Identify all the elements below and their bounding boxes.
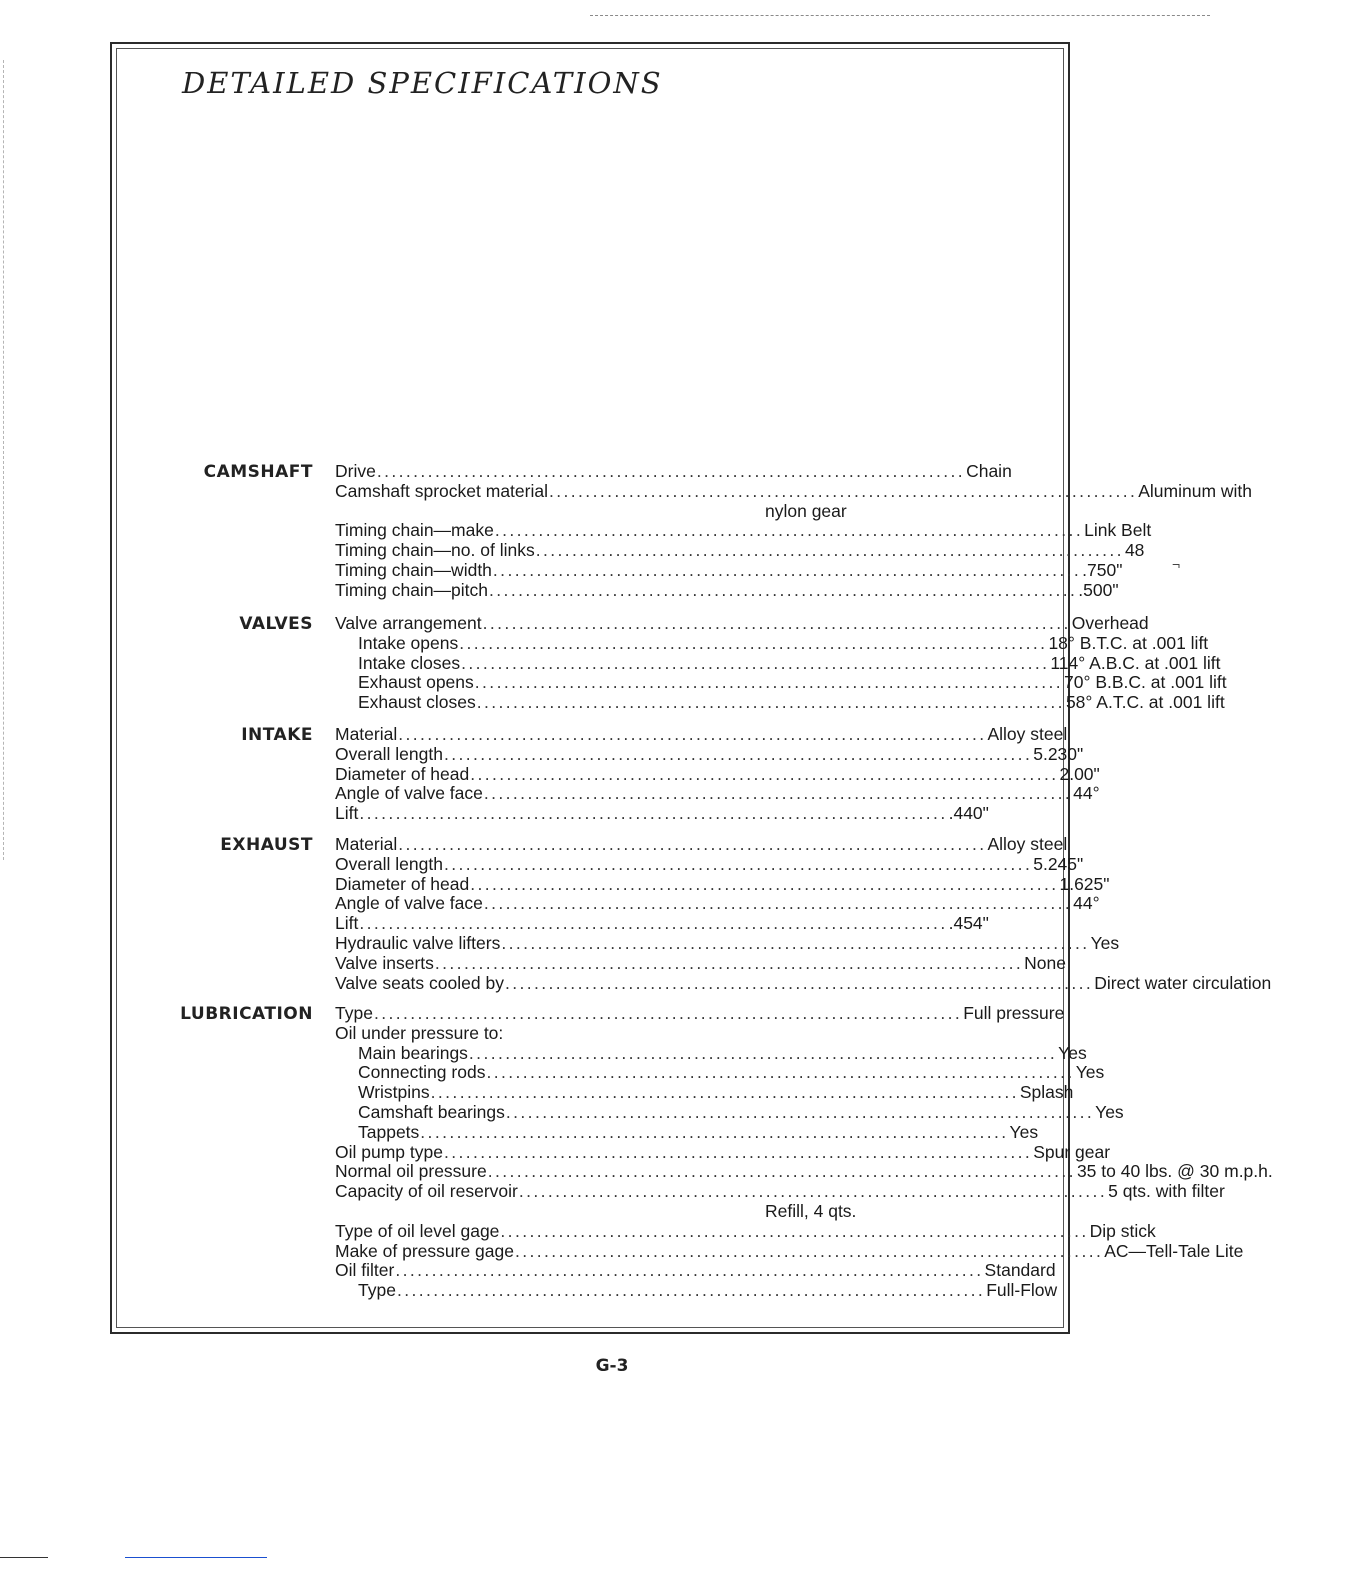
- dot-leader: .................................................................................: [461, 652, 1050, 673]
- spec-row: [335, 1003, 1065, 1024]
- spec-value: 48: [1124, 540, 1145, 561]
- dot-leader: .................................................................................: [396, 1280, 986, 1301]
- spec-value: Yes: [1058, 1042, 1087, 1063]
- dot-leader: .................................................................................: [359, 913, 948, 934]
- spec-value: .454": [948, 913, 989, 934]
- spec-row: [335, 1260, 1056, 1281]
- dot-leader: .................................................................................: [398, 834, 987, 854]
- spec-label: Camshaft bearings: [358, 1101, 505, 1122]
- spec-label: Hydraulic valve lifters: [335, 932, 501, 953]
- spec-row: [335, 1181, 1225, 1202]
- dot-leader: .................................................................................: [470, 763, 1059, 784]
- spec-row: [335, 834, 1068, 855]
- spec-label: Oil under pressure to:: [335, 1022, 504, 1043]
- dot-leader: .................................................................................: [515, 1240, 1104, 1261]
- spec-list: [335, 724, 1100, 824]
- spec-row: [335, 914, 995, 934]
- spec-row: [335, 1121, 1039, 1143]
- dot-leader: .................................................................................: [487, 1161, 1076, 1182]
- spec-list: [335, 1003, 1273, 1301]
- dot-leader: .................................................................................: [443, 743, 1033, 764]
- dot-leader: .................................................................................: [504, 972, 1094, 993]
- spec-label: Diameter of head: [335, 873, 470, 894]
- spec-row: [335, 652, 1221, 674]
- spec-row: [335, 853, 1084, 875]
- spec-label: Make of pressure gage: [335, 1240, 514, 1261]
- spec-value: 2.00": [1059, 763, 1100, 784]
- spec-value: Yes: [1095, 1101, 1124, 1122]
- spec-value: Full pressure: [963, 1003, 1065, 1023]
- spec-value: Dip stick: [1089, 1220, 1156, 1241]
- spec-label: Drive: [335, 461, 376, 481]
- spec-label: Overall length: [335, 743, 443, 764]
- spec-row: [335, 579, 1119, 601]
- spec-row: [335, 540, 1145, 561]
- spec-row: [335, 763, 1100, 785]
- spec-value: 5.245": [1033, 853, 1084, 874]
- dot-leader: .................................................................................: [505, 1101, 1095, 1122]
- spec-row: [335, 1220, 1156, 1242]
- dot-leader: .................................................................................: [420, 1121, 1009, 1142]
- dot-leader: .................................................................................: [486, 1062, 1075, 1083]
- spec-value: Refill, 4 qts.: [765, 1200, 857, 1221]
- spec-value: 58° A.T.C. at .001 lift: [1065, 692, 1225, 713]
- spec-value: 1.625": [1059, 873, 1110, 894]
- dot-leader: .................................................................................: [398, 724, 987, 744]
- spec-value: Yes: [1009, 1121, 1039, 1142]
- spec-label: Diameter of head: [335, 763, 470, 784]
- spec-label: Type of oil level gage: [335, 1220, 500, 1241]
- spec-row: [335, 1082, 1074, 1103]
- spec-row-continuation: [335, 502, 995, 522]
- footer-link-underline: [125, 1557, 267, 1558]
- spec-label: Angle of valve face: [335, 893, 483, 914]
- spec-value: 114° A.B.C. at .001 lift: [1050, 652, 1221, 673]
- spec-row: [335, 783, 1100, 804]
- spec-label: Timing chain—pitch: [335, 579, 489, 600]
- dot-leader: .................................................................................: [483, 893, 1073, 914]
- spec-value: Chain: [966, 461, 1012, 481]
- spec-label: Intake closes: [358, 652, 461, 673]
- spec-label: Timing chain—make: [335, 520, 494, 541]
- spec-label: Exhaust closes: [358, 692, 476, 713]
- section-camshaft: [150, 461, 1253, 601]
- spec-label: Tappets: [358, 1121, 420, 1142]
- spec-list: [335, 834, 1272, 993]
- spec-row: [335, 743, 1084, 765]
- spec-value: 44°: [1073, 893, 1100, 914]
- spec-row: [335, 672, 1227, 693]
- spec-row: [335, 932, 1120, 954]
- dot-leader: .................................................................................: [494, 520, 1084, 541]
- page-title: DETAILED SPECIFICATIONS: [182, 66, 663, 100]
- spec-value: Yes: [1075, 1062, 1105, 1083]
- spec-row: [335, 1161, 1273, 1182]
- spec-value: Aluminum with: [1138, 480, 1253, 501]
- spec-value: Standard: [984, 1260, 1056, 1281]
- dot-leader: .................................................................................: [483, 783, 1073, 804]
- dot-leader: .................................................................................: [443, 853, 1033, 874]
- spec-value: .440": [948, 803, 989, 824]
- spec-value: nylon gear: [765, 500, 847, 521]
- spec-row: [335, 1062, 1105, 1083]
- spec-list: [335, 461, 1253, 601]
- dot-leader: .................................................................................: [373, 1003, 963, 1023]
- spec-value: None: [1024, 952, 1066, 973]
- section-heading: VALVES: [239, 614, 313, 634]
- spec-row: [335, 804, 995, 824]
- spec-value: .750": [1082, 559, 1123, 580]
- section-heading: LUBRICATION: [180, 1004, 313, 1024]
- spec-label: Overall length: [335, 853, 443, 874]
- spec-label: Main bearings: [358, 1042, 468, 1063]
- spec-label: Timing chain—no. of links: [335, 540, 535, 561]
- spec-row: [335, 520, 1152, 541]
- spec-label: Timing chain—width: [335, 559, 492, 580]
- spec-value: Full-Flow: [986, 1280, 1058, 1301]
- spec-label: Type: [358, 1280, 396, 1301]
- dot-leader: .................................................................................: [434, 952, 1024, 973]
- spec-label: Exhaust opens: [358, 672, 474, 693]
- footer-rule: [0, 1557, 48, 1558]
- spec-value: 35 to 40 lbs. @ 30 m.p.h.: [1076, 1161, 1273, 1182]
- spec-row: [335, 632, 1209, 654]
- spec-row: [335, 952, 1066, 974]
- spec-value: Spur gear: [1033, 1141, 1111, 1162]
- dot-leader: .................................................................................: [474, 672, 1064, 693]
- spec-row: [335, 461, 1012, 482]
- section-exhaust: [150, 834, 1272, 993]
- spec-label: Lift: [335, 803, 359, 824]
- dot-leader: .................................................................................: [476, 692, 1065, 713]
- spec-row: [335, 613, 1149, 634]
- spec-row: [335, 692, 1225, 713]
- spec-label: Valve inserts: [335, 952, 434, 973]
- spec-value: Link Belt: [1084, 520, 1152, 541]
- spec-row: [335, 893, 1100, 914]
- dot-leader: .................................................................................: [468, 1042, 1058, 1063]
- spec-row: [335, 480, 1253, 502]
- dot-leader: .................................................................................: [492, 559, 1082, 580]
- spec-value: Overhead: [1071, 613, 1149, 633]
- top-edge-dashes: [590, 15, 1210, 16]
- dot-leader: .................................................................................: [376, 461, 966, 481]
- spec-value: 70° B.B.C. at .001 lift: [1064, 672, 1227, 693]
- spec-label: Camshaft sprocket material: [335, 480, 548, 501]
- dot-leader: .................................................................................: [430, 1082, 1019, 1103]
- dot-leader: .................................................................................: [395, 1260, 984, 1281]
- spec-row: [335, 1280, 1058, 1301]
- spec-label: Capacity of oil reservoir: [335, 1181, 518, 1202]
- spec-value: 5 qts. with filter: [1108, 1181, 1225, 1202]
- spec-row: [335, 724, 1068, 745]
- dot-leader: .................................................................................: [459, 632, 1048, 653]
- dot-leader: .................................................................................: [443, 1141, 1033, 1162]
- page-number: G-3: [595, 1356, 629, 1376]
- spec-label: Material: [335, 724, 398, 744]
- spec-row: [335, 972, 1272, 994]
- spec-value: 18° B.T.C. at .001 lift: [1048, 632, 1209, 653]
- spec-label: Oil pump type: [335, 1141, 443, 1162]
- spec-value: 44°: [1073, 783, 1100, 804]
- spec-row: [335, 1042, 1087, 1064]
- spec-row: [335, 559, 1123, 581]
- section-intake: [150, 724, 1100, 824]
- scan-mark: ¬: [1172, 556, 1181, 572]
- dot-leader: .................................................................................: [549, 480, 1138, 501]
- section-heading: INTAKE: [241, 725, 313, 745]
- dot-leader: .................................................................................: [535, 540, 1124, 561]
- spec-row: [335, 1101, 1124, 1123]
- spec-label: Type: [335, 1003, 373, 1023]
- spec-value: .500": [1078, 579, 1119, 600]
- spec-value: Alloy steel: [987, 724, 1068, 744]
- spec-label: Normal oil pressure: [335, 1161, 487, 1182]
- spec-row: [335, 1141, 1111, 1163]
- spec-value: Alloy steel: [987, 834, 1068, 854]
- section-lubrication: [150, 1003, 1273, 1301]
- dot-leader: .................................................................................: [482, 613, 1071, 633]
- spec-value: 5.230": [1033, 743, 1084, 764]
- spec-row: [335, 873, 1110, 895]
- dot-leader: .................................................................................: [470, 873, 1059, 894]
- dot-leader: .................................................................................: [518, 1181, 1108, 1202]
- spec-value: Splash: [1019, 1082, 1074, 1103]
- spec-label: Material: [335, 834, 398, 854]
- left-edge-dashes: [3, 60, 4, 860]
- spec-value: AC—Tell-Tale Lite: [1104, 1240, 1244, 1261]
- spec-value: Yes: [1090, 932, 1120, 953]
- section-heading: CAMSHAFT: [203, 462, 313, 482]
- spec-value: Direct water circulation: [1094, 972, 1272, 993]
- dot-leader: .................................................................................: [489, 579, 1078, 600]
- spec-label: Intake opens: [358, 632, 459, 653]
- spec-row: [335, 1240, 1244, 1262]
- spec-label: Oil filter: [335, 1260, 395, 1281]
- spec-label: Valve seats cooled by: [335, 972, 504, 993]
- dot-leader: .................................................................................: [501, 932, 1090, 953]
- spec-subheading-row: [335, 1024, 995, 1044]
- dot-leader: .................................................................................: [500, 1220, 1089, 1241]
- section-heading: EXHAUST: [220, 835, 313, 855]
- spec-list: [335, 613, 1227, 713]
- spec-label: Angle of valve face: [335, 783, 483, 804]
- section-valves: [150, 613, 1227, 713]
- spec-label: Connecting rods: [358, 1062, 486, 1083]
- spec-label: Valve arrangement: [335, 613, 482, 633]
- spec-label: Wristpins: [358, 1082, 430, 1103]
- spec-label: Lift: [335, 913, 359, 934]
- spec-row-continuation: [335, 1202, 995, 1222]
- dot-leader: .................................................................................: [359, 803, 948, 824]
